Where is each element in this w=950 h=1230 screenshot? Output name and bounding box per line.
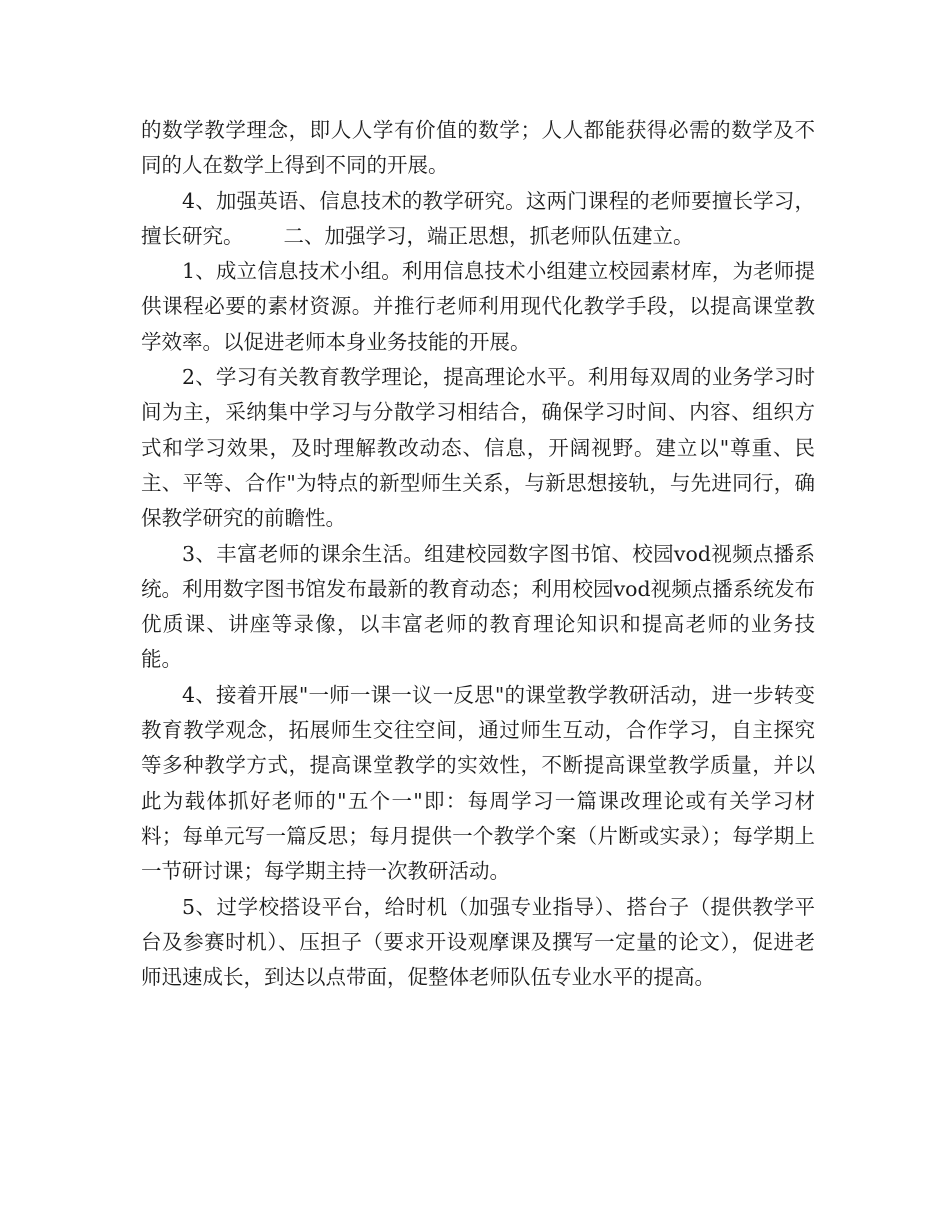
document-body: [141, 113, 815, 995]
paragraph-theory-study: 2、学习有关教育教学理论，提高理论水平。利用每双周的业务学习时间为主，采纳集中学习与分散学习相结合，确保学习时间、内容、组织方式和学习效果，及时理解教改动态、信息，开阔视野。建立以"尊重、民主、平等、合作"为特点的新型师生关系，与新思想接轨，与先进同行，确保教学研究的前瞻性。: [141, 365, 815, 531]
paragraph-it-group: 1、成立信息技术小组。利用信息技术小组建立校园素材库，为老师提供课程必要的素材资源。并推行老师利用现代化教学手段，以提高课堂教学效率。以促进老师本身业务技能的开展。: [141, 259, 815, 354]
paragraph-english-it: [141, 184, 815, 255]
paragraph-after-school-life: 3、丰富老师的课余生活。组建校园数字图书馆、校园vod视频点播系统。利用数字图书馆发布最新的教育动态；利用校园vod视频点播系统发布优质课、讲座等录像，以丰富老师的教育理论知识和提高老师的业务技能。: [141, 541, 815, 672]
section-heading-two: 二、加强学习，端正思想，抓老师队伍建立。: [283, 223, 694, 248]
paragraph-continuation: 的数学教学理念，即人人学有价值的数学；人人都能获得必需的数学及不同的人在数学上得到不同的开展。: [141, 118, 815, 178]
paragraph-reflection-activity: 4、接着开展"一师一课一议一反思"的课堂教学教研活动，进一步转变教育教学观念，拓展师生交往空间，通过师生互动，合作学习，自主探究等多种教学方式，提高课堂教学的实效性，不断提高课堂教学质量，并以此为载体抓好老师的"五个一"即：每周学习一篇课改理论或有关学习材料；每单元写一篇反思；每月提供一个教学个案（片断或实录）；每学期上一节研讨课；每学期主持一次教研活动。: [141, 682, 815, 884]
paragraph-platform: 5、过学校搭设平台，给时机（加强专业指导）、搭台子（提供教学平台及参赛时机）、压担子（要求开设观摩课及撰写一定量的论文），促进老师迅速成长，到达以点带面，促整体老师队伍专业水平的提高。: [141, 894, 815, 990]
paragraph-english-it-text: 4、加强英语、信息技术的教学研究。这两门课程的老师要擅长学习，擅长研究。: [141, 188, 815, 248]
